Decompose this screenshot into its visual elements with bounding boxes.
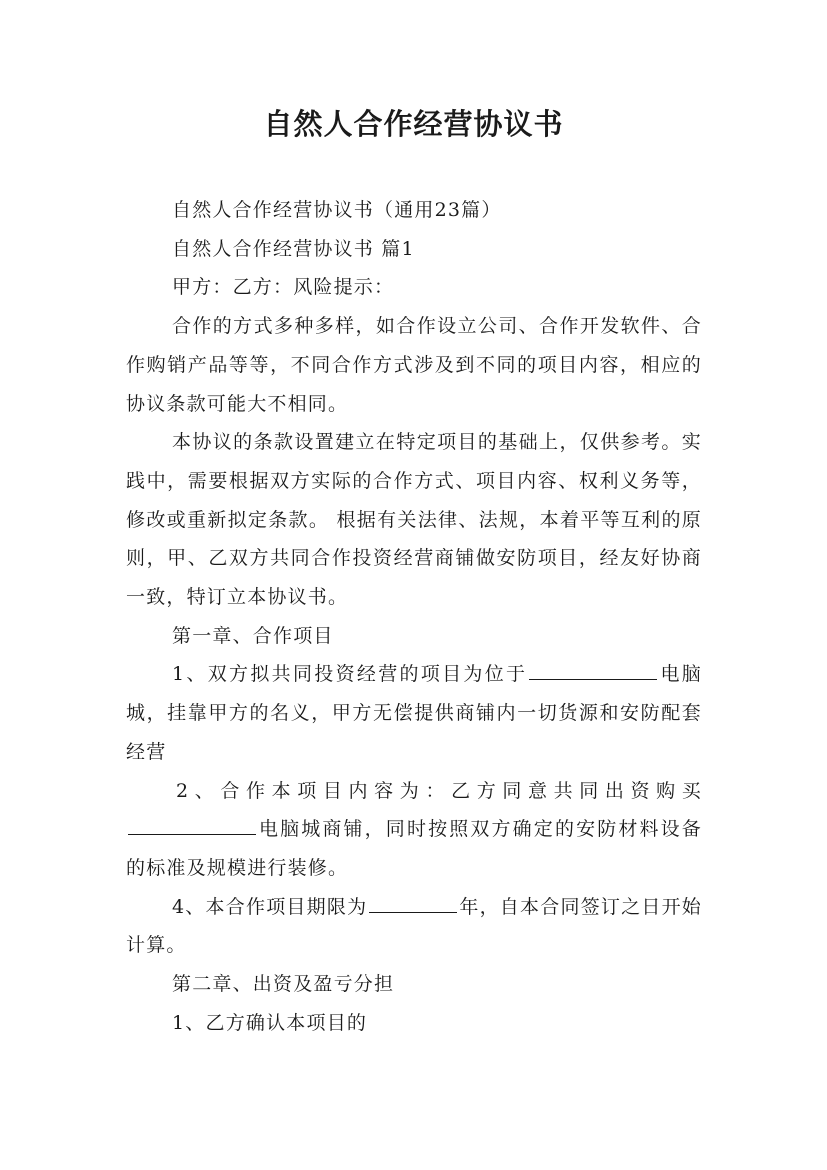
paragraph-cooperation: 合作的方式多种多样，如合作设立公司、合作开发软件、合作购销产品等等，不同合作方式涉及到不同的项目内容，相应的协议条款可能大不相同。 <box>126 315 702 415</box>
item-4-blank-line <box>369 894 457 913</box>
document-body <box>126 191 702 1042</box>
item-4-text-after: 年，自本合同签订之日开始计算。 <box>126 895 703 957</box>
document-subtitle: 自然人合作经营协议书（通用23篇） <box>172 199 502 221</box>
item-2-text-after: 电脑城商铺，同时按照双方确定的安防材料设备的标准及规模进行装修。 <box>126 818 702 879</box>
chapter-2-item-1: 1、乙方确认本项目的 <box>172 1011 368 1034</box>
item-2-blank-line <box>128 816 256 835</box>
item-2-text-before: 2、合作本项目内容为：乙方同意共同出资购买 <box>176 779 702 802</box>
item-4-text-before: 4、本合作项目期限为 <box>172 895 368 918</box>
item-1-text-after: 电脑城，挂靠甲方的名义，甲方无偿提供商铺内一切货源和安防配套经营 <box>126 663 702 763</box>
section-heading: 自然人合作经营协议书 篇1 <box>172 237 415 260</box>
item-1-text-before: 1、双方拟共同投资经营的项目为位于 <box>172 663 528 686</box>
item-2 <box>126 772 702 888</box>
item-1 <box>126 655 702 771</box>
chapter-1-heading: 第一章、合作项目 <box>172 624 334 647</box>
item-1-blank-line <box>529 661 657 680</box>
parties-line: 甲方：乙方：风险提示： <box>172 276 395 299</box>
paragraph-terms: 本协议的条款设置建立在特定项目的基础上，仅供参考。实践中，需要根据双方实际的合作方式、项目内容、权利义务等，修改或重新拟定条款。 根据有关法律、法规，本着平等互利的原则，甲、乙双方共同合作投资经营商铺做安防项目，经友好协商一致，特订立本协议书。 <box>126 431 702 609</box>
document-title: 自然人合作经营协议书 <box>263 107 564 141</box>
item-4 <box>126 888 702 965</box>
chapter-2-heading: 第二章、出资及盈亏分担 <box>172 973 395 996</box>
